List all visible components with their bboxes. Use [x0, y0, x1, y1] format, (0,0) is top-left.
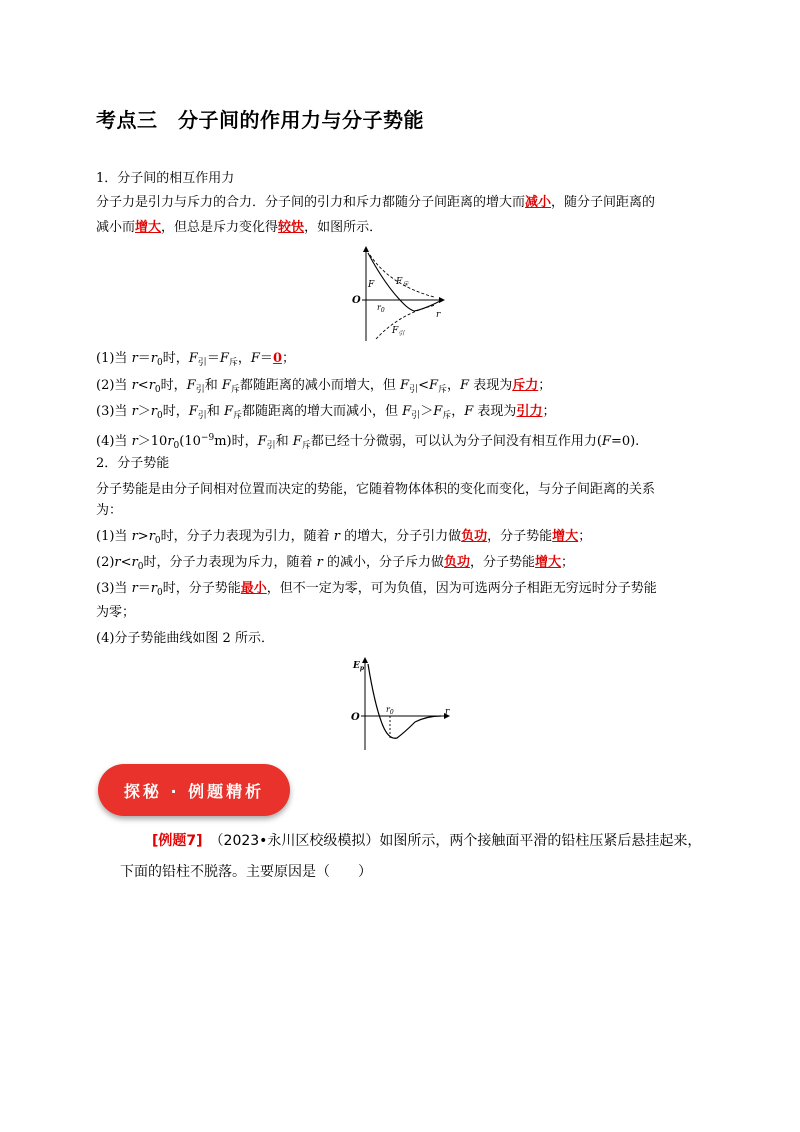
case-3: (3)当 $r>r_0$时，$F_引$和 $F_斥$都随距离的增大而减小，但 $F_引>F_斥$，F 表现为引力；	[96, 404, 556, 421]
r0-label: $r_0$	[377, 303, 385, 314]
example-tag: [例题7]	[152, 833, 203, 849]
example-banner: 探秘 · 例题精析	[98, 764, 290, 816]
answer-highlight: 0	[272, 351, 282, 366]
origin-label: O	[351, 712, 360, 723]
attractive-curve	[376, 305, 436, 339]
answer-highlight: 增大	[552, 529, 579, 544]
f-repulsive-label: $F_斥$	[396, 277, 409, 288]
answer-highlight: 减小	[525, 195, 552, 210]
force-distance-figure	[340, 243, 450, 343]
paragraph: 为：	[96, 503, 123, 518]
ep-case-1: (1)当 $r>r_0$时，分子力表现为引力，随着 r 的增大，分子引力做负功，分子势能增大；	[96, 529, 592, 546]
ep-curve	[368, 664, 441, 738]
case-1: (1)当 $r=r_0$时，$F_引=F_斥$，F＝0；	[96, 351, 295, 368]
r-label: r	[445, 707, 450, 717]
paragraph: 分子势能是由分子间相对位置而决定的势能，它随着物体体积的变化而变化，与分子间距离的关系	[96, 482, 656, 497]
potential-energy-figure	[345, 652, 455, 752]
answer-highlight: 负功	[461, 529, 488, 544]
case-2: (2)当 $r<r_0$时，$F_引$和 $F_斥$都随距离的减小而增大，但 $F_引<F_斥$，F 表现为斥力；	[96, 378, 552, 395]
repulsive-curve	[370, 255, 434, 297]
f-label: F	[368, 280, 375, 290]
r0-label: $r_0$	[386, 705, 394, 716]
answer-highlight: 斥力	[512, 378, 539, 393]
answer-highlight: 增大	[135, 220, 162, 235]
section-heading-1: 1．分子间的相互作用力	[96, 171, 235, 186]
answer-highlight: 较快	[278, 220, 305, 235]
case-4: (4)当 $r>10r_0(10^{-9}m)$时，$F_引$和 $F_斥$都已经十分微弱，可以认为分子间没有相互作用力(F=0).	[96, 433, 640, 451]
paragraph: 减小而增大，但总是斥力变化得较快，如图所示．	[96, 220, 383, 235]
answer-highlight: 增大	[535, 555, 562, 570]
paragraph: 为零；	[96, 605, 136, 620]
answer-highlight: 最小	[240, 581, 267, 596]
ep-case-2: $(2)r<r_0$时，分子力表现为斥力，随着 r 的减小，分子斥力做负功，分子势能增大；	[96, 555, 575, 572]
page-title: 考点三 分子间的作用力与分子势能	[96, 108, 424, 132]
example-question: [例题7] （2023•永川区校级模拟）如图所示，两个接触面平滑的铅柱压紧后悬挂起来，	[152, 833, 702, 849]
section-heading-2: 2．分子势能	[96, 456, 170, 471]
origin-label: O	[352, 295, 361, 306]
ep-case-3: (3)当 $r=r_0$时，分子势能最小，但不一定为零，可为负值，因为可选两分子相距无穷远时分子势能	[96, 581, 657, 598]
example-question-cont: 下面的铅柱不脱落。主要原因是（ ）	[120, 864, 372, 880]
ep-case-4: (4)分子势能曲线如图 2 所示．	[96, 631, 274, 646]
f-attractive-label: $F_引$	[392, 326, 405, 337]
ep-label: $E_p$	[353, 661, 365, 672]
answer-highlight: 引力	[516, 404, 543, 419]
answer-highlight: 负功	[444, 555, 471, 570]
r-label: r	[436, 310, 441, 320]
paragraph: 分子力是引力与斥力的合力．分子间的引力和斥力都随分子间距离的增大而减小，随分子间距离的	[96, 195, 656, 210]
